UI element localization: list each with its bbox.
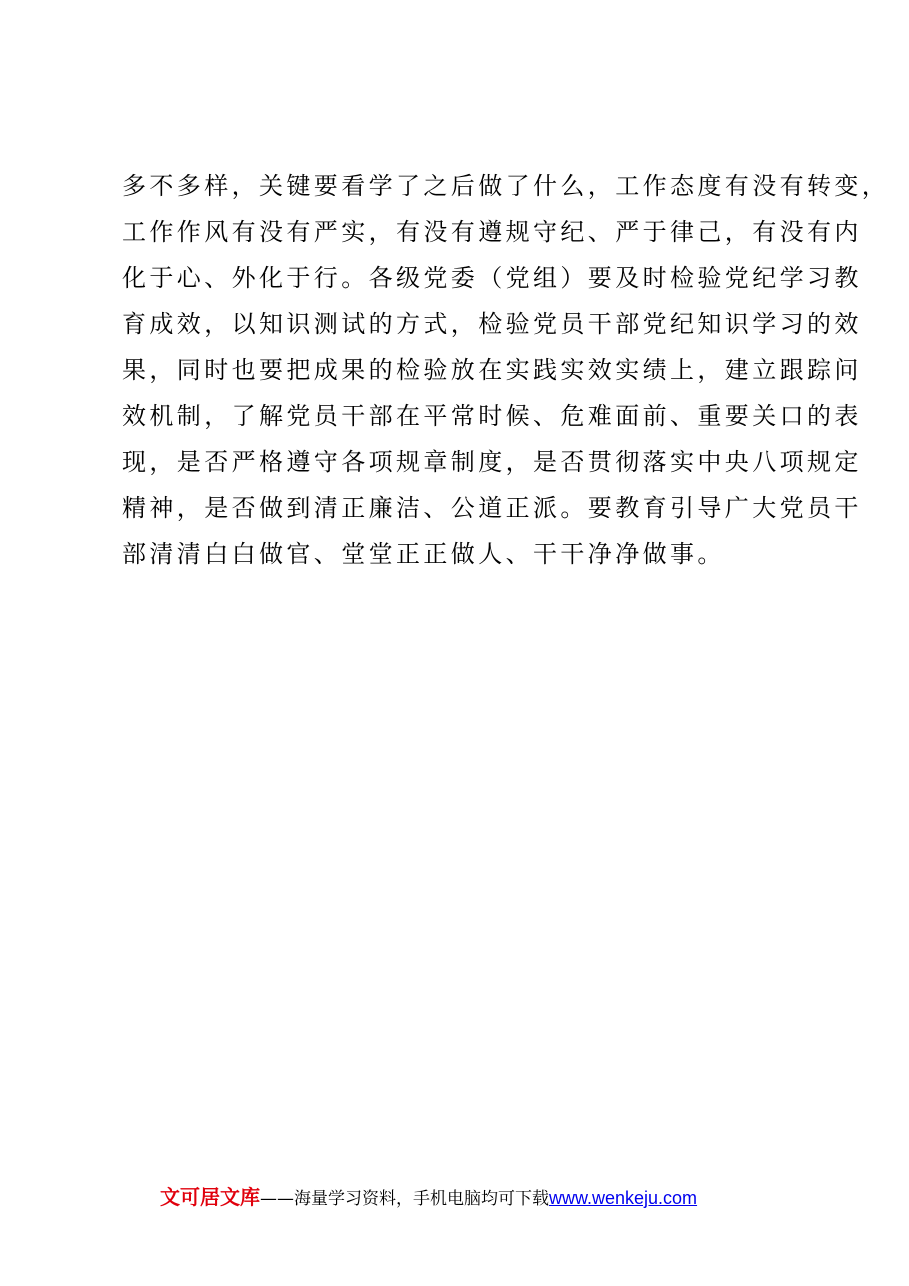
paragraph-line: 果，同时也要把成果的检验放在实践实效实绩上，建立跟踪问: [122, 356, 862, 384]
paragraph-line: 现，是否严格遵守各项规章制度，是否贯彻落实中央八项规定: [122, 448, 862, 476]
paragraph-line: 效机制，了解党员干部在平常时候、危难面前、重要关口的表: [122, 402, 862, 430]
paragraph-line: 精神，是否做到清正廉洁、公道正派。要教育引导广大党员干: [122, 494, 862, 522]
website-link[interactable]: www.wenkeju.com: [549, 1188, 698, 1208]
paragraph-line: 化于心、外化于行。各级党委（党组）要及时检验党纪学习教: [122, 264, 862, 292]
footer-tagline: ——海量学习资料，手机电脑均可下载: [260, 1189, 549, 1209]
paragraph-line: 育成效，以知识测试的方式，检验党员干部党纪知识学习的效: [122, 310, 862, 338]
body-paragraph: [122, 166, 890, 580]
paragraph-line: 部清清白白做官、堂堂正正做人、干干净净做事。: [122, 540, 725, 568]
footer-banner: [160, 1183, 780, 1211]
paragraph-line: 工作作风有没有严实，有没有遵规守纪、严于律己，有没有内: [122, 218, 862, 246]
paragraph-line: 多不多样，关键要看学了之后做了什么，工作态度有没有转变，: [122, 172, 890, 200]
footer-brand: 文可居文库: [160, 1185, 260, 1209]
